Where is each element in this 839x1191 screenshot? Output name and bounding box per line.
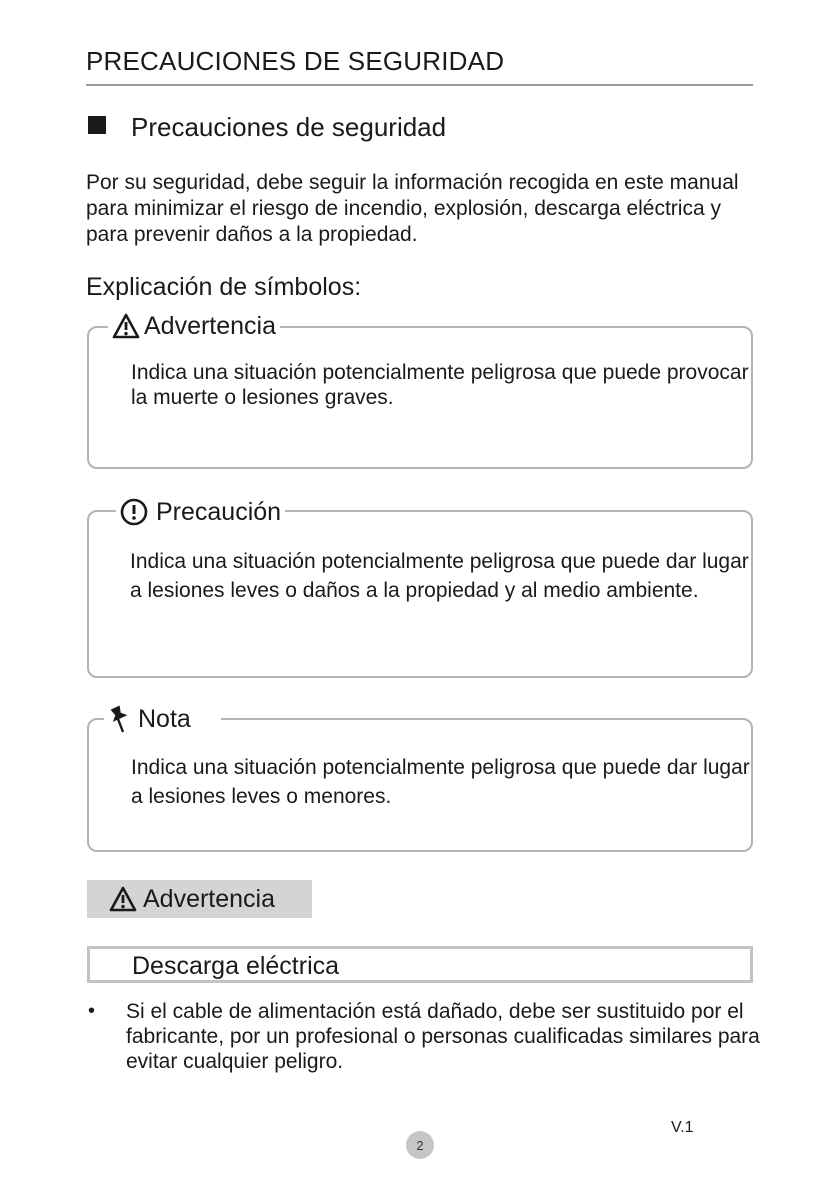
warning-label: Advertencia — [144, 311, 277, 340]
note-description: Indica una situación potencialmente peligrosa que puede dar lugar a lesiones leves o menores. — [131, 756, 750, 808]
intro-paragraph: Por su seguridad, debe seguir la información recogida en este manual para minimizar el riesgo de incendio, explosión, descarga eléctrica y para prevenir daños a la propiedad. — [86, 171, 739, 246]
list-item: Si el cable de alimentación está dañado, debe ser sustituido por el fabricante, por un profesional o personas cualificadas similares para evitar cualquier peligro. — [126, 1000, 760, 1073]
symbols-heading: Explicación de símbolos: — [86, 273, 362, 301]
warning-triangle-icon — [112, 313, 140, 339]
warning-triangle-icon — [109, 886, 137, 912]
page-title: PRECAUCIONES DE SEGURIDAD — [86, 46, 505, 76]
exclamation-circle-icon — [120, 498, 148, 526]
page-number: 2 — [406, 1131, 434, 1159]
warning-banner — [87, 880, 312, 918]
caution-description: Indica una situación potencialmente peligrosa que puede dar lugar a lesiones leves o daños a la propiedad y al medio ambiente. — [130, 550, 749, 602]
warning-legend — [108, 311, 280, 341]
section-bullet-square — [88, 116, 106, 134]
note-legend — [104, 703, 221, 735]
note-label: Nota — [138, 704, 191, 733]
bullet-marker: • — [88, 1000, 96, 1022]
pushpin-icon — [108, 704, 132, 734]
caution-legend — [116, 496, 285, 528]
electric-shock-title: Descarga eléctrica — [132, 952, 340, 980]
section-title: Precauciones de seguridad — [131, 112, 447, 142]
warning-description: Indica una situación potencialmente peligrosa que puede provocar la muerte o lesiones graves. — [131, 361, 749, 409]
caution-label: Precaución — [156, 497, 282, 526]
version-label: V.1 — [671, 1119, 694, 1136]
warning-banner-label: Advertencia — [143, 884, 276, 913]
header-divider — [86, 84, 753, 86]
